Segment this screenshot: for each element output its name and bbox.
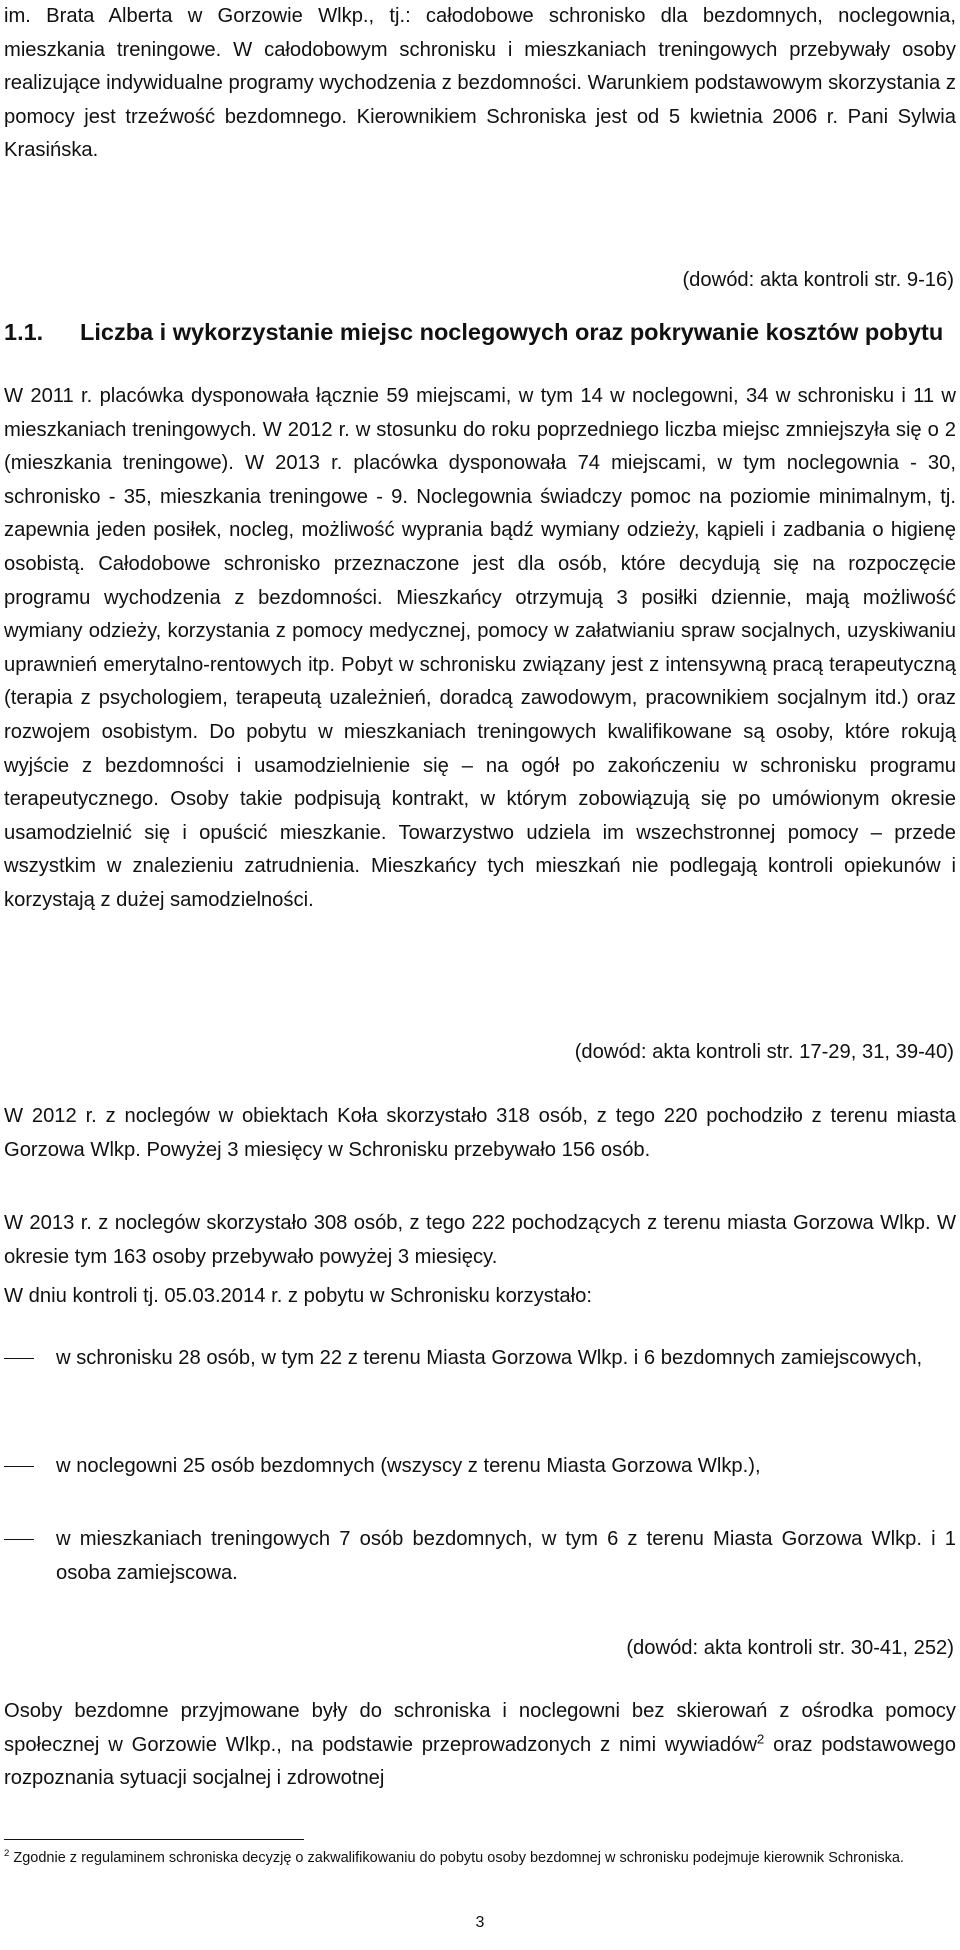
- footnote-mark: 2: [4, 1848, 10, 1860]
- footnote: [4, 1847, 956, 1869]
- intro-paragraph: im. Brata Alberta w Gorzowie Wlkp., tj.: całodobowe schronisko dla bezdomnych, noclegownia, mieszkania treningowe. W całodobowym schronisku i mieszkaniach treningowych przebywały osoby realizujące indywidualne programy wychodzenia z bezdomności. Warunkiem podstawowym skorzystania z pomocy jest trzeźwość bezdomnego. Kierownikiem Schroniska jest od 5 kwietnia 2006 r. Pani Sylwia Krasińska.: [4, 5, 956, 162]
- list-item-text: w schronisku 28 osób, w tym 22 z terenu Miasta Gorzowa Wlkp. i 6 bezdomnych zamiejscowych,: [56, 1347, 923, 1369]
- footnote-ref: 2: [756, 1730, 765, 1746]
- section-number: 1.1.: [4, 319, 44, 345]
- year-2012-paragraph: W 2012 r. z noclegów w obiektach Koła skorzystało 318 osób, z tego 220 pochodziło z terenu miasta Gorzowa Wlkp. Powyżej 3 miesięcy w Schronisku przebywało 156 osób.: [4, 1105, 956, 1161]
- capacity-paragraph: W 2011 r. placówka dysponowała łącznie 59 miejscami, w tym 14 w noclegowni, 34 w schronisku i 11 w mieszkaniach treningowych. W 2012 r. w stosunku do roku poprzedniego liczba miejsc zmniejszyła się o 2 (mieszkania treningowe). W 2013 r. placówka dysponowała 74 miejscami, w tym noclegownia - 30, schronisko - 35, mieszkania treningowe - 9. Noclegownia świadczy pomoc na poziomie minimalnym, tj. zapewnia jeden posiłek, nocleg, możliwość wyprania bądź wymiany odzieży, kąpieli i zadbania o higienę osobistą. Całodobowe schronisko przeznaczone jest dla osób, które decydują się na rozpoczęcie programu wychodzenia z bezdomności. Mieszkańcy otrzymują 3 posiłki dziennie, mają możliwość wymiany odzieży, korzystania z pomocy medycznej, pomocy w załatwianiu spraw socjalnych, uzyskiwaniu uprawnień emerytalno-rentowych itp. Pobyt w schronisku związany jest z intensywną pracą terapeutyczną (terapia z psychologiem, terapeutą uzależnień, doradcą zawodowym, pracownikiem socjalnym itd.) oraz rozwojem osobistym. Do pobytu w mieszkaniach treningowych kwalifikowane są osoby, które rokują wyjście z bezdomności i usamodzielnienie się – na ogół po zakończeniu w schronisku programu terapeutycznego. Osoby takie podpisują kontrakt, w którym zobowiązują się po umówionym okresie usamodzielnić się i opuścić mieszkanie. Towarzystwo udziela im wszechstronnej pomocy – przede wszystkim w znalezieniu zatrudnienia. Mieszkańcy tych mieszkań nie podlegają kontroli opiekunów i korzystają z dużej samodzielności.: [4, 385, 956, 911]
- evidence-note-2: (dowód: akta kontroli str. 17-29, 31, 39-40): [574, 1041, 954, 1063]
- closing-text-end: oraz podstawowego rozpoznania sytuacji socjalnej i zdrowotnej: [4, 1733, 956, 1790]
- closing-text: Osoby bezdomne przyjmowane były do schroniska i noclegowni bez skierowań z ośrodka pomocy społecznej w Gorzowie Wlkp., na podstawie przeprowadzonych z nimi wywiadów: [4, 1700, 956, 1756]
- evidence-note-3: (dowód: akta kontroli str. 30-41, 252): [626, 1637, 954, 1659]
- footnote-separator: [4, 1839, 304, 1840]
- year-2013-paragraph: W 2013 r. z noclegów skorzystało 308 osób, z tego 222 pochodzących z terenu miasta Gorzowa Wlkp. W okresie tym 163 osoby przebywało powyżej 3 miesięcy.: [4, 1212, 956, 1268]
- section-title: Liczba i wykorzystanie miejsc noclegowych oraz pokrywanie kosztów pobytu: [80, 319, 944, 345]
- closing-paragraph: [4, 1695, 956, 1796]
- page-number: 3: [475, 1914, 485, 1931]
- list-item-text: w noclegowni 25 osób bezdomnych (wszyscy z terenu Miasta Gorzowa Wlkp.),: [56, 1455, 761, 1477]
- control-day-paragraph: W dniu kontroli tj. 05.03.2014 r. z pobytu w Schronisku korzystało:: [4, 1285, 592, 1307]
- dash-bullet-icon: [4, 1539, 34, 1540]
- dash-bullet-icon: [4, 1358, 34, 1359]
- footnote-text: Zgodnie z regulaminem schroniska decyzję o zakwalifikowaniu do pobytu osoby bezdomnej w schronisku podejmuje kierownik Schroniska.: [9, 1850, 904, 1866]
- dash-bullet-icon: [4, 1466, 34, 1467]
- evidence-note-1: (dowód: akta kontroli str. 9-16): [682, 269, 954, 291]
- list-item-text: w mieszkaniach treningowych 7 osób bezdomnych, w tym 6 z terenu Miasta Gorzowa Wlkp. i 1 osoba zamiejscowa.: [56, 1528, 956, 1584]
